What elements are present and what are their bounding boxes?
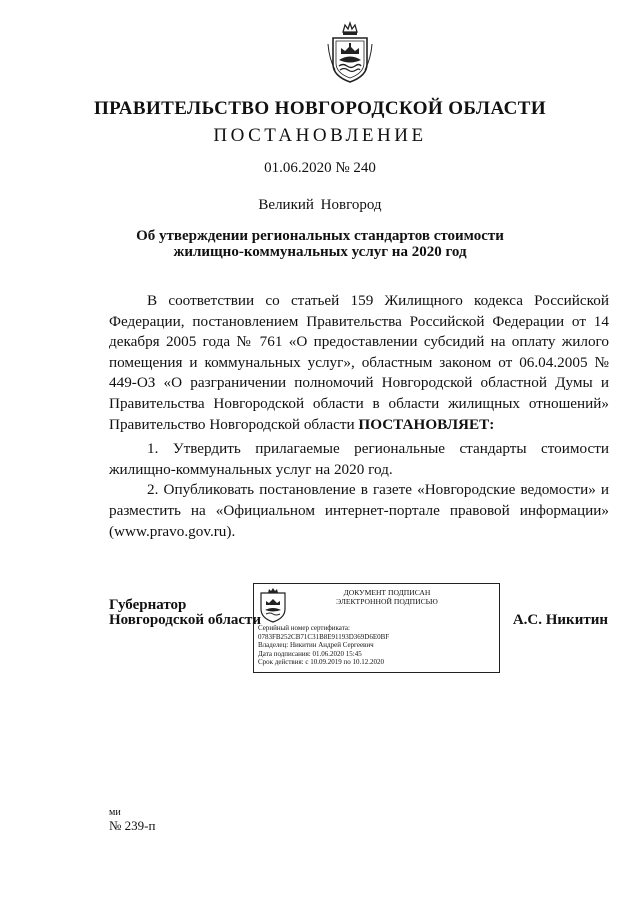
signing-date: Дата подписания: 01.06.2020 15:45 [258, 649, 362, 658]
stamp-heading-line-2: ЭЛЕКТРОННОЙ ПОДПИСЬЮ [336, 597, 438, 606]
document-subject [0, 228, 640, 260]
certificate-serial: 0783FB252CB71C31B8E91193D369D6E0BF [258, 632, 390, 641]
paragraph-preamble [109, 291, 609, 435]
government-title: ПРАВИТЕЛЬСТВО НОВГОРОДСКОЙ ОБЛАСТИ [94, 98, 546, 119]
certificate-validity: Срок действия: с 10.09.2019 по 10.12.2020 [258, 658, 384, 666]
stamp-details [258, 624, 389, 667]
resolution-keyword: ПОСТАНОВЛЯЕТ: [358, 415, 495, 433]
signer-position [109, 598, 261, 628]
signer-name: А.С. Никитин [512, 612, 608, 628]
signer-position-line-2: Новгородской области [109, 612, 262, 628]
signer-position-line-1: Губернатор [109, 597, 187, 613]
preamble-text: В соответствии со статьей 159 Жилищного кодекса Российской Федерации, постановлением Правительства Российской Федерации от 14 декабря 2005 года № 761 «О предоставлении субсидий на оплату жилого помещения и коммунальных услуг», областным законом от 06.04.2005 № 449-ОЗ «О разграничении полномочий Новгородской областной Думы и Правительства Новгородской области в области жилищных отношений» Правительство Новгородской области [109, 292, 609, 433]
paragraph-item-1: 1. Утвердить прилагаемые региональные стандарты стоимости жилищно-коммунальных услуг на 2020 год. [109, 440, 609, 478]
stamp-heading-line-1: ДОКУМЕНТ ПОДПИСАН [343, 588, 431, 597]
date-number: 01.06.2020 № 240 [264, 160, 376, 176]
city: Великий Новгород [258, 197, 382, 213]
subject-line-1: Об утверждении региональных стандартов стоимости [136, 228, 504, 244]
stamp-heading [302, 588, 472, 606]
certificate-owner: Владелец: Никитин Андрей Сергеевич [258, 641, 374, 649]
document-type: ПОСТАНОВЛЕНИЕ [213, 125, 427, 146]
document-body [109, 291, 609, 542]
footer-document-number: № 239-п [109, 818, 156, 833]
stamp-coat-of-arms-icon [259, 587, 287, 623]
subject-line-2: жилищно-коммунальных услуг на 2020 год [173, 244, 467, 260]
electronic-signature-stamp [253, 583, 500, 673]
paragraph-item-2: 2. Опубликовать постановление в газете «Новгородские ведомости» и разместить на «Официальном интернет-портале правовой информации» (www.pravo.gov.ru). [109, 481, 609, 540]
coat-of-arms-icon [327, 20, 373, 84]
certificate-serial-label: Серийный номер сертификата: [258, 624, 350, 632]
footer-initials: ми [109, 807, 121, 818]
